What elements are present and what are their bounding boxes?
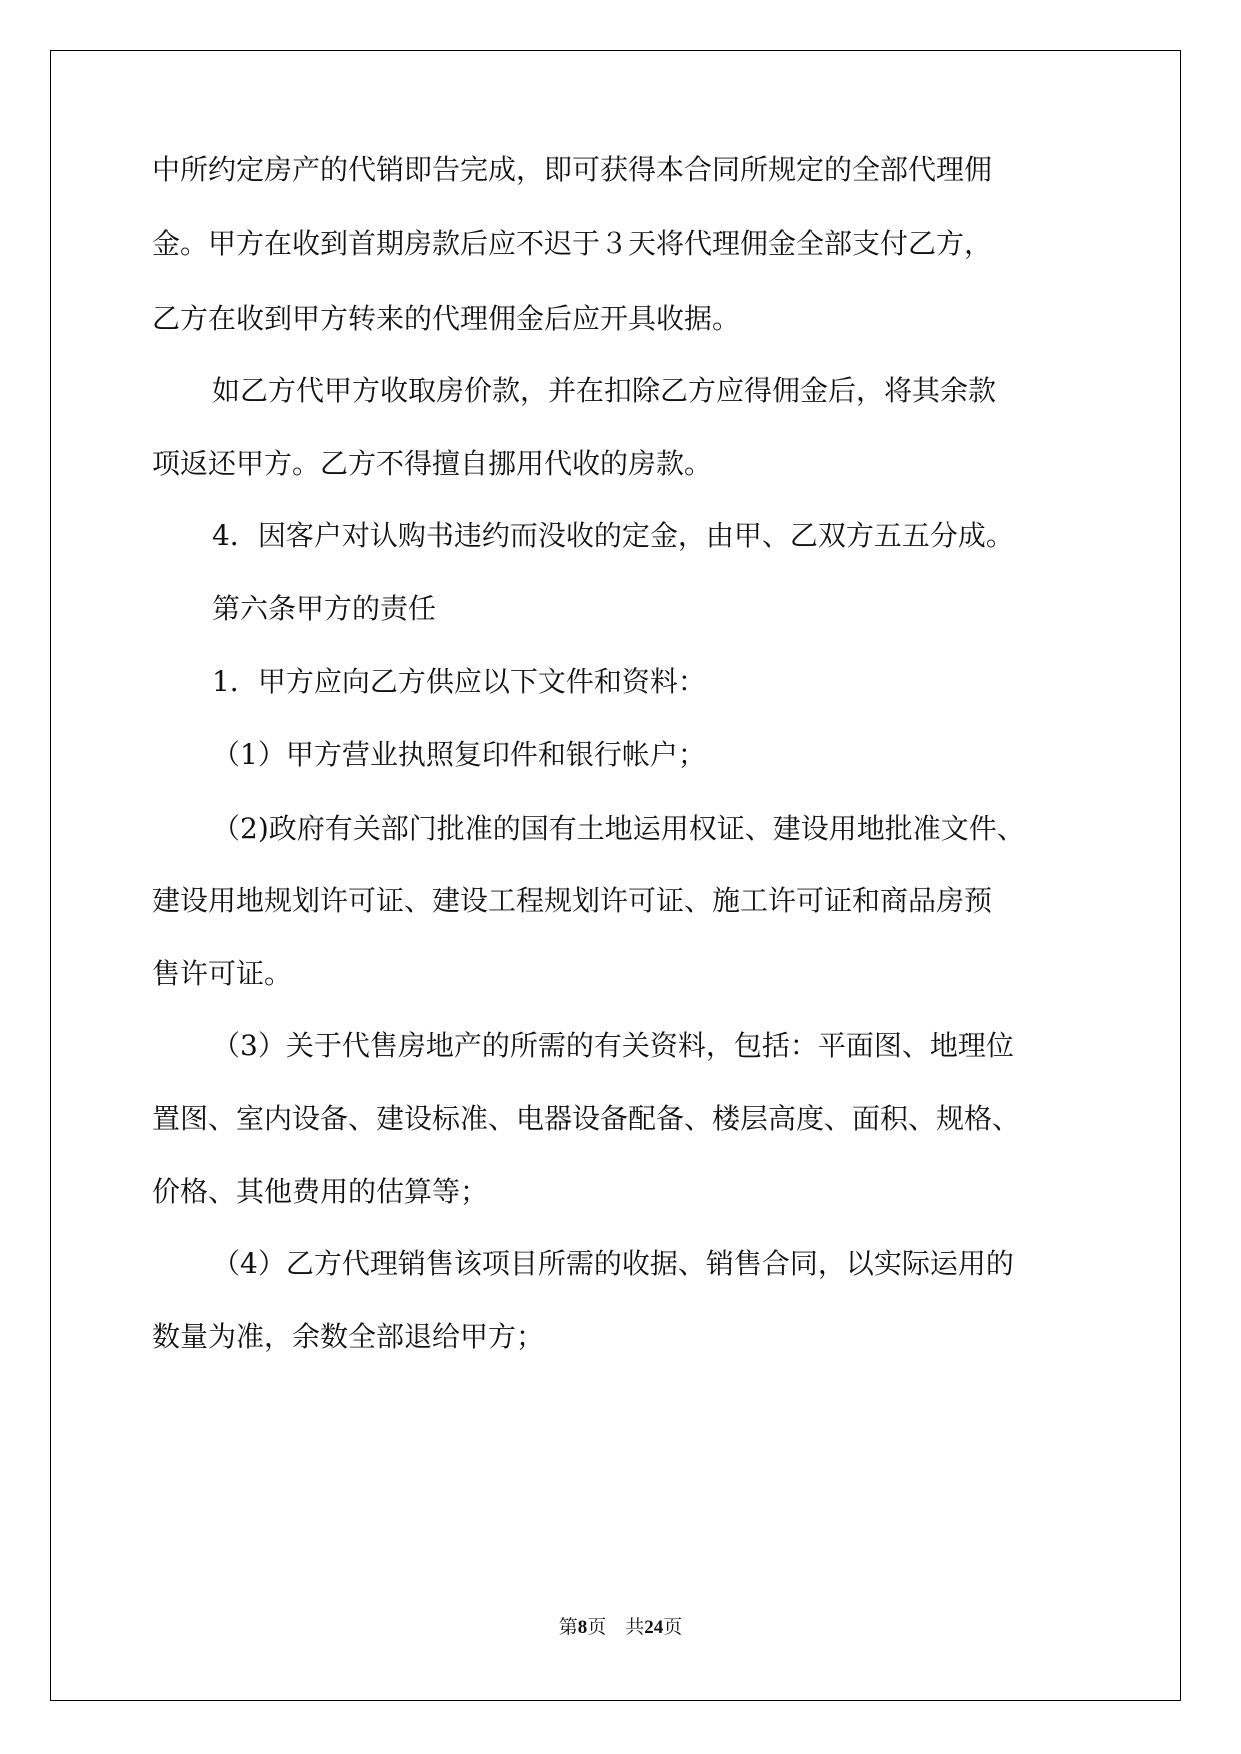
footer-prefix: 第	[558, 1617, 578, 1638]
body-line-6: 4．因客户对认购书违约而没收的定金，由甲、乙双方五五分成。	[212, 519, 1014, 552]
body-line-8: 1．甲方应向乙方供应以下文件和资料：	[212, 665, 706, 698]
footer-total-pages: 24	[644, 1617, 664, 1638]
body-line-16: （4）乙方代理销售该项目所需的收据、销售合同，以实际运用的	[212, 1247, 1014, 1280]
body-line-2: 金。甲方在收到首期房款后应不迟于３天将代理佣金全部支付乙方，	[152, 227, 993, 260]
page-border	[50, 50, 1181, 1701]
page-footer	[0, 1612, 1241, 1639]
body-line-10: （2)政府有关部门批准的国有土地运用权证、建设用地批准文件、	[212, 812, 1025, 845]
body-line-13: （3）关于代售房地产的所需的有关资料，包括：平面图、地理位	[212, 1029, 1014, 1062]
body-line-15: 价格、其他费用的估算等；	[152, 1175, 489, 1208]
body-line-12: 售许可证。	[152, 957, 293, 990]
footer-suffix: 页	[663, 1617, 683, 1638]
body-line-5: 项返还甲方。乙方不得擅自挪用代收的房款。	[152, 447, 713, 480]
footer-mid: 页 共	[587, 1617, 645, 1638]
body-line-1: 中所约定房产的代销即告完成，即可获得本合同所规定的全部代理佣	[152, 153, 993, 186]
section-heading: 第六条甲方的责任	[212, 592, 437, 625]
body-line-17: 数量为准，余数全部退给甲方；	[152, 1320, 545, 1353]
body-line-3: 乙方在收到甲方转来的代理佣金后应开具收据。	[152, 302, 741, 335]
body-line-11: 建设用地规划许可证、建设工程规划许可证、施工许可证和商品房预	[152, 884, 993, 917]
body-line-4: 如乙方代甲方收取房价款，并在扣除乙方应得佣金后，将其余款	[212, 374, 997, 407]
body-line-14: 置图、室内设备、建设标准、电器设备配备、楼层高度、面积、规格、	[152, 1102, 1021, 1135]
footer-page-number: 8	[577, 1617, 588, 1638]
body-line-9: （1）甲方营业执照复印件和银行帐户；	[212, 738, 706, 771]
